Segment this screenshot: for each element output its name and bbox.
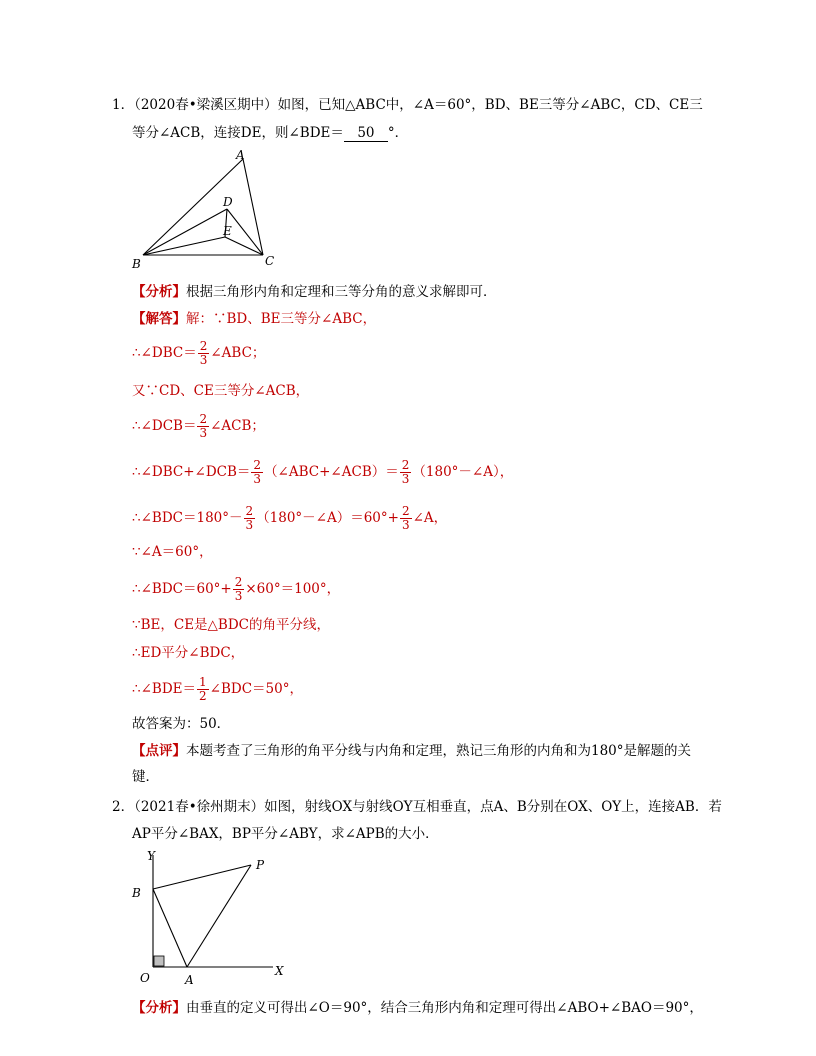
step-text: ×60°＝100°， <box>245 581 341 597</box>
q2-stem-1: （2021春•徐州期末）如图，射线OX与射线OY互相垂直，点A、B分别在OX、OY上，连接AB．若 <box>134 799 722 815</box>
solution-lead: 解：∵BD、BE三等分∠ABC， <box>186 311 377 327</box>
q1-step-4 <box>132 413 265 440</box>
q2-label-a: A <box>185 973 194 985</box>
q1-comment-2 <box>132 767 159 787</box>
step-text: （180°－∠A）＝60°+ <box>256 510 399 526</box>
fraction <box>233 576 245 603</box>
step-text: ∠ABC； <box>210 345 266 361</box>
q2-analysis <box>132 998 703 1018</box>
q1-line-1 <box>112 95 703 115</box>
q1-step-10 <box>132 643 244 663</box>
step-text: ∠ACB； <box>210 418 265 434</box>
analysis-tag: 【分析】 <box>132 284 186 300</box>
comment-tag: 【点评】 <box>132 743 186 759</box>
analysis-text: 由垂直的定义可得出∠O＝90°，结合三角形内角和定理可得出∠ABO+∠BAO＝90°， <box>186 1000 703 1016</box>
q1-triangle-figure <box>125 145 285 275</box>
numerator: 2 <box>234 575 243 589</box>
q2-label-p: P <box>256 858 265 872</box>
step-text: ∵∠A＝60°， <box>132 544 213 560</box>
q2-line-2 <box>132 824 439 844</box>
q1-step-2 <box>132 340 265 367</box>
q2-rays-figure <box>125 845 305 985</box>
fraction <box>244 505 256 532</box>
q1-step-6 <box>132 505 447 532</box>
q1-step-11 <box>132 676 303 703</box>
denominator: 3 <box>234 589 243 603</box>
denominator: 3 <box>253 472 262 486</box>
step-text: ∵BE，CE是△BDC的角平分线， <box>132 617 331 633</box>
fraction <box>400 459 412 486</box>
q1-step-7 <box>132 542 213 562</box>
denominator: 3 <box>245 518 254 532</box>
fraction <box>251 459 263 486</box>
step-text: ∠BDC＝50°， <box>209 681 303 697</box>
q1-answer-blank: 50 <box>344 125 388 142</box>
final-answer-text: 故答案为：50． <box>132 716 231 732</box>
q1-line-2 <box>132 123 408 143</box>
q2-stem-2: AP平分∠BAX，BP平分∠ABY，求∠APB的大小． <box>132 826 439 842</box>
analysis-text: 根据三角形内角和定理和三等分角的意义求解即可． <box>186 284 497 300</box>
fraction <box>197 413 209 440</box>
numerator: 2 <box>401 458 410 472</box>
q2-label-y: Y <box>147 849 155 863</box>
numerator: 2 <box>199 412 208 426</box>
numerator: 2 <box>245 504 254 518</box>
q2-label-x: X <box>275 964 284 978</box>
step-text: ∴∠BDC＝60°+ <box>132 581 232 597</box>
q1-analysis <box>132 282 497 302</box>
comment-text: 本题考查了三角形的角平分线与内角和定理，熟记三角形的内角和为180°是解题的关 <box>186 743 692 759</box>
q1-number: 1． <box>112 97 135 113</box>
numerator: 1 <box>199 675 207 689</box>
denominator: 3 <box>401 518 410 532</box>
denominator: 2 <box>199 689 207 703</box>
q2-number: 2． <box>112 799 135 815</box>
fraction <box>400 505 412 532</box>
step-text: ∴∠BDE＝ <box>132 681 196 697</box>
comment-text-2: 键． <box>132 769 159 785</box>
step-text: ∴∠BDC＝180°－ <box>132 510 243 526</box>
step-text: 又∵CD、CE三等分∠ACB， <box>132 383 310 399</box>
step-text: （∠ABC+∠ACB）＝ <box>264 464 399 480</box>
numerator: 2 <box>199 339 208 353</box>
q1-label-c: C <box>265 254 275 268</box>
q1-step-8 <box>132 576 340 603</box>
step-text: ∴ED平分∠BDC， <box>132 645 245 661</box>
numerator: 2 <box>401 504 410 518</box>
q1-step-9 <box>132 615 330 635</box>
denominator: 3 <box>199 426 208 440</box>
q1-final-answer <box>132 714 230 734</box>
denominator: 3 <box>401 472 410 486</box>
fraction <box>197 676 209 703</box>
q1-solution-lead <box>132 309 376 329</box>
q1-stem-1: （2020春•梁溪区期中）如图，已知△ABC中，∠A＝60°，BD、BE三等分∠ABC，CD、CE三 <box>134 97 703 113</box>
q1-stem-2: 等分∠ACB，连接DE，则∠BDE＝ <box>132 125 344 141</box>
denominator: 3 <box>199 353 208 367</box>
q1-label-a: A <box>236 148 245 162</box>
q1-label-b: B <box>132 257 141 271</box>
q1-label-e: E <box>223 224 232 238</box>
analysis-tag: 【分析】 <box>132 1000 186 1016</box>
step-text: ∴∠DCB＝ <box>132 418 197 434</box>
q1-step-5 <box>132 459 513 486</box>
fraction <box>198 340 210 367</box>
q2-label-o: O <box>140 971 150 985</box>
q1-label-d: D <box>223 195 233 209</box>
solution-tag: 【解答】 <box>132 311 186 327</box>
q1-step-3 <box>132 381 309 401</box>
numerator: 2 <box>253 458 262 472</box>
q2-line-1 <box>112 797 722 817</box>
q1-stem-2-suffix: °． <box>387 125 409 141</box>
q1-comment <box>132 741 691 761</box>
step-text: ∴∠DBC＝ <box>132 345 197 361</box>
step-text: ∴∠DBC+∠DCB＝ <box>132 464 251 480</box>
step-text: （180°－∠A）， <box>412 464 514 480</box>
step-text: ∠A， <box>412 510 448 526</box>
q2-label-b: B <box>132 886 141 900</box>
